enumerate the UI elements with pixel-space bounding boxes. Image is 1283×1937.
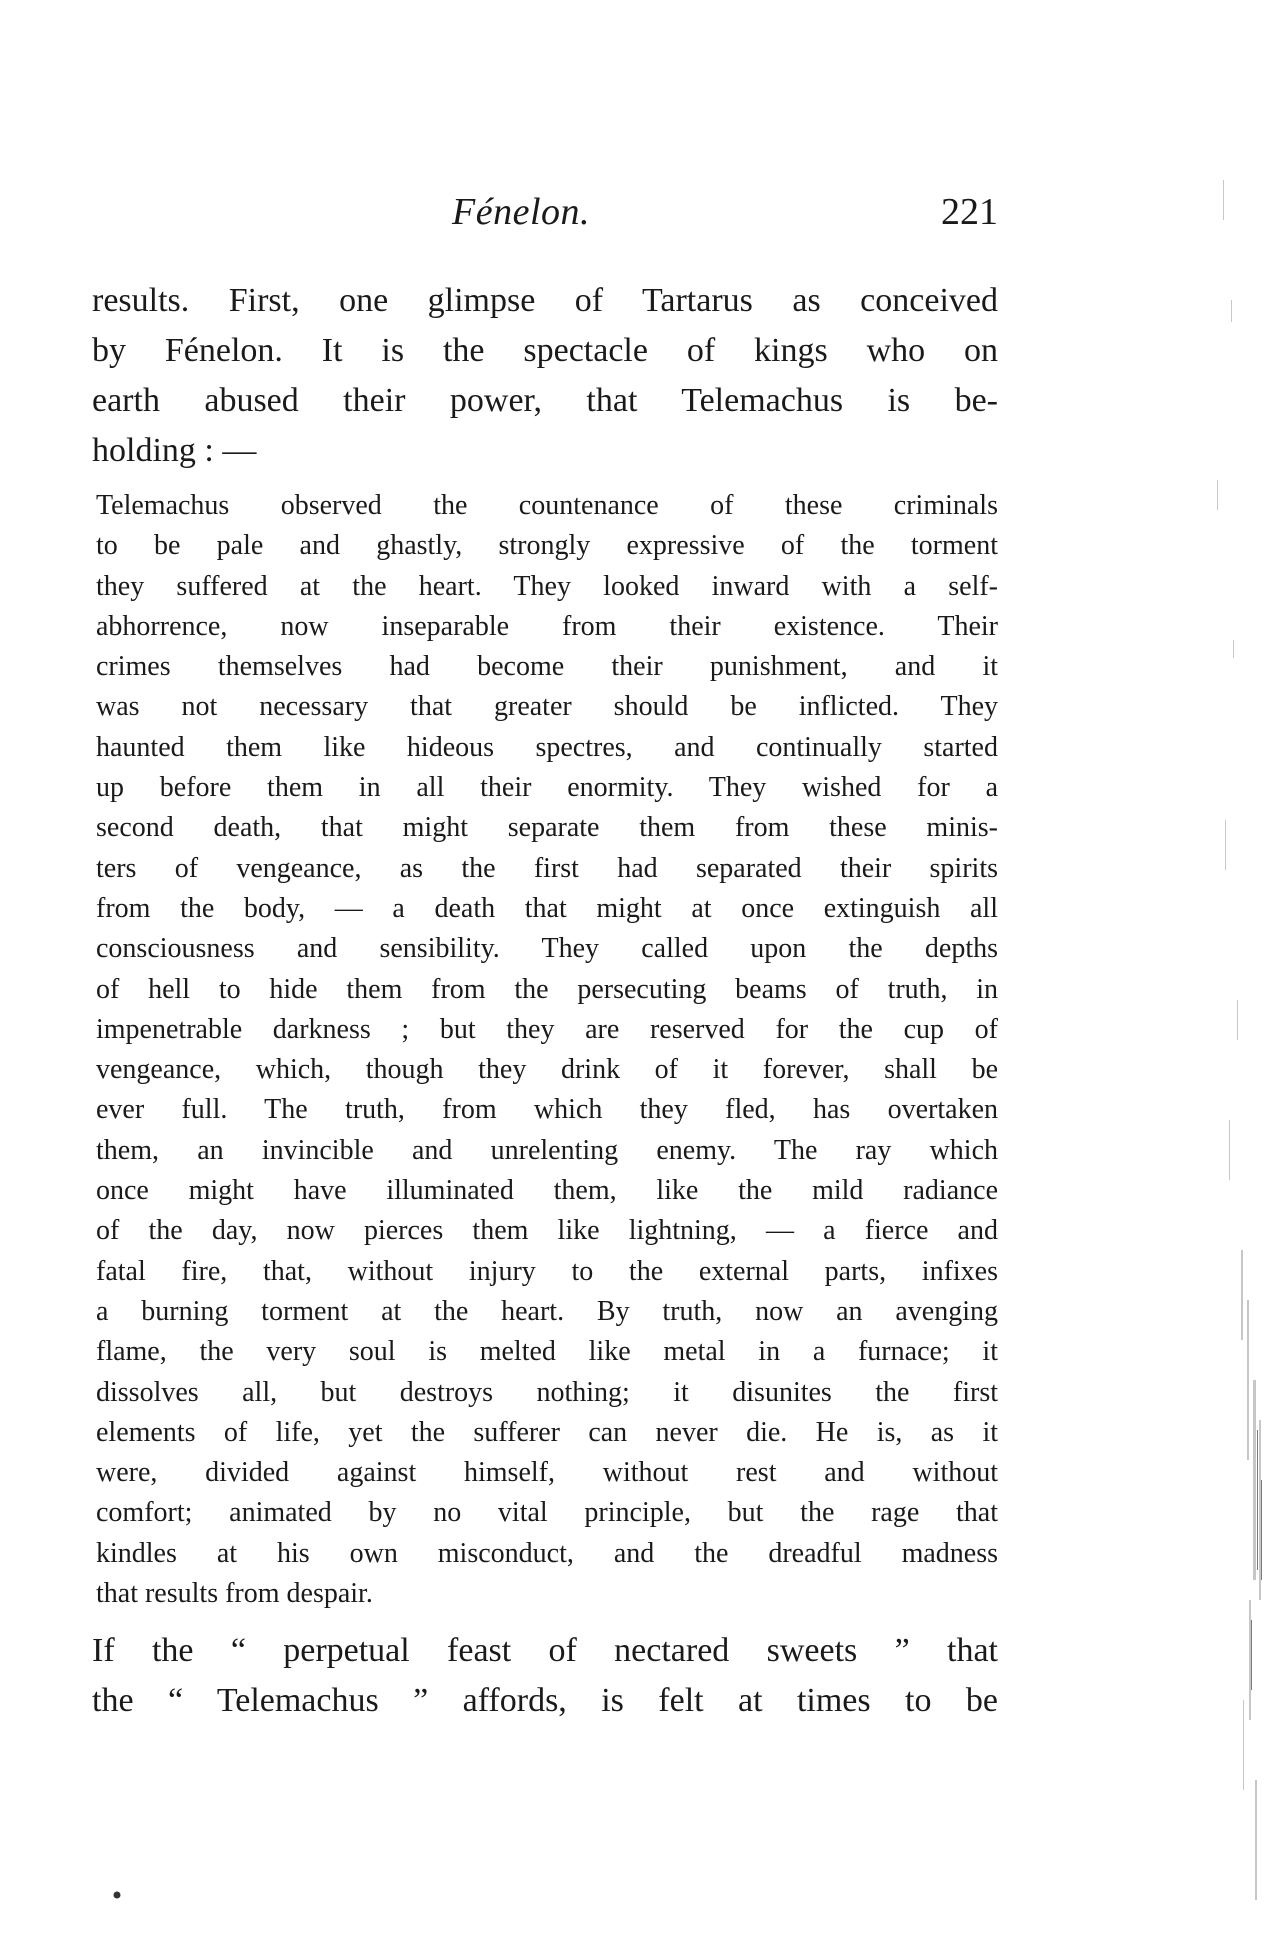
page-header	[92, 190, 998, 240]
quote-line: of hell to hide them from the persecuting beams of truth, in	[96, 973, 998, 1005]
quote-line: consciousness and sensibility. They called upon the depths	[96, 933, 998, 965]
quote-line: once might have illuminated them, like the mild radiance	[96, 1175, 998, 1207]
quote-line: them, an invincible and unrelenting enemy. The ray which	[96, 1134, 998, 1166]
quote-line: haunted them like hideous spectres, and continually started	[96, 731, 998, 763]
quote-line: comfort; animated by no vital principle, but the rage that	[96, 1497, 998, 1529]
block-quote	[96, 486, 998, 1614]
quote-line: a burning torment at the heart. By truth, now an avenging	[96, 1295, 998, 1327]
quote-line: flame, the very soul is melted like metal in a furnace; it	[96, 1336, 998, 1368]
quote-line: ever full. The truth, from which they fled, has overtaken	[96, 1094, 998, 1126]
quote-line: crimes themselves had become their punishment, and it	[96, 651, 998, 683]
quote-line: Telemachus observed the countenance of these criminals	[96, 490, 998, 521]
closing-paragraph	[92, 1626, 998, 1726]
running-title: Fénelon.	[452, 191, 591, 233]
text-line: the “ Telemachus ” affords, is felt at times to be	[92, 1682, 998, 1719]
quote-line: kindles at his own misconduct, and the dreadful madness	[96, 1537, 998, 1569]
quote-line: impenetrable darkness ; but they are reserved for the cup of	[96, 1013, 998, 1045]
text-line: holding : —	[92, 432, 257, 469]
text-line: results. First, one glimpse of Tartarus as conceived	[92, 282, 998, 319]
intro-paragraph	[92, 276, 998, 476]
quote-line: second death, that might separate them from these minis-	[96, 812, 998, 844]
text-line: If the “ perpetual feast of nectared sweets ” that	[92, 1632, 998, 1669]
quote-line: abhorrence, now inseparable from their existence. Their	[96, 610, 998, 642]
ink-dot-icon	[112, 1890, 122, 1900]
quote-line: ters of vengeance, as the first had separated their spirits	[96, 852, 998, 884]
quote-line: elements of life, yet the sufferer can never die. He is, as it	[96, 1416, 998, 1448]
quote-line: of the day, now pierces them like lightning, — a fierce and	[96, 1215, 998, 1247]
quote-line: dissolves all, but destroys nothing; it disunites the first	[96, 1376, 998, 1408]
quote-line: to be pale and ghastly, strongly expressive of the torment	[96, 530, 998, 562]
quote-line: vengeance, which, though they drink of it forever, shall be	[96, 1054, 998, 1086]
text-line: by Fénelon. It is the spectacle of kings who on	[92, 332, 998, 369]
quote-line: up before them in all their enormity. They wished for a	[96, 772, 998, 804]
quote-line: from the body, — a death that might at once extinguish all	[96, 892, 998, 924]
quote-line: were, divided against himself, without rest and without	[96, 1457, 998, 1489]
quote-line: they suffered at the heart. They looked inward with a self-	[96, 570, 998, 602]
page-number: 221	[941, 191, 998, 233]
quote-line: was not necessary that greater should be inflicted. They	[96, 691, 998, 723]
scan-edge-noise	[1203, 0, 1283, 1937]
quote-line: fatal fire, that, without injury to the external parts, infixes	[96, 1255, 998, 1287]
text-line: earth abused their power, that Telemachus is be-	[92, 382, 998, 419]
quote-line: that results from despair.	[96, 1578, 373, 1610]
